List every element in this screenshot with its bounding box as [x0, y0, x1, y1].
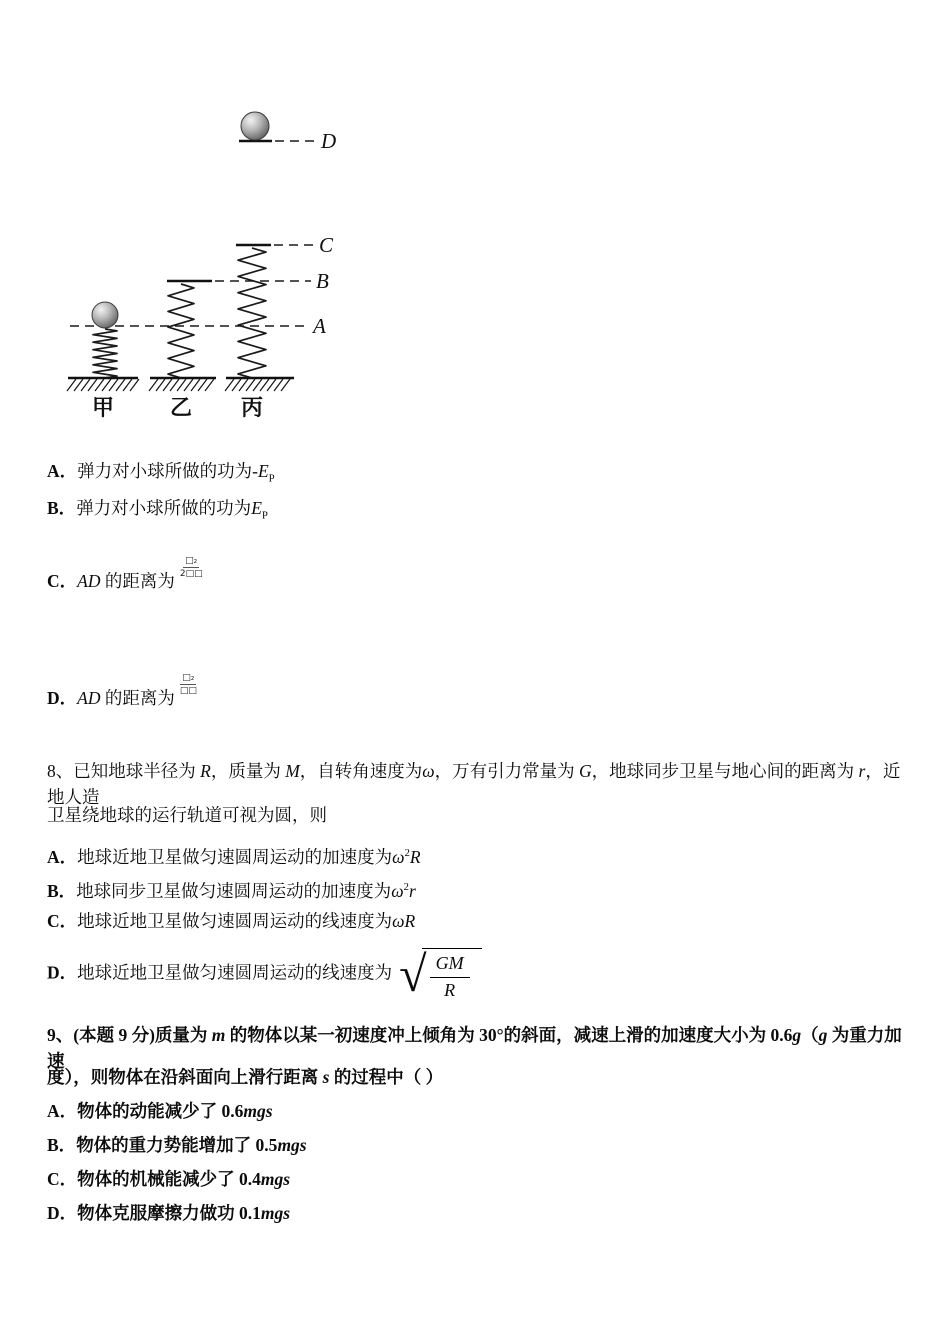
option-letter: A． — [47, 1101, 78, 1121]
option-text: 物体的动能减少了 0.6mgs — [77, 1101, 273, 1121]
q9-option-b — [47, 1132, 307, 1158]
q7-option-a — [47, 458, 275, 492]
label-B: B — [316, 269, 329, 293]
option-text: AD 的距离为 — [77, 571, 175, 591]
label-spring-yi: 乙 — [169, 395, 193, 420]
radical-sign: √ — [399, 946, 427, 1003]
ball-at-level-D-icon — [241, 112, 269, 140]
spring-yi — [168, 284, 194, 378]
q9-stem-line-2 — [47, 1064, 908, 1090]
option-letter: A． — [47, 846, 78, 867]
label-spring-bing: 丙 — [240, 395, 264, 420]
formula-denominator: □□ — [179, 686, 197, 697]
q7-option-d — [47, 673, 197, 721]
label-A: A — [313, 314, 326, 338]
label-spring-jia: 甲 — [91, 395, 115, 420]
option-text: AD 的距离为 — [77, 688, 175, 708]
option-letter: C． — [47, 1169, 78, 1189]
option-letter: C． — [47, 911, 78, 931]
q9-option-d — [47, 1200, 290, 1226]
formula-numerator: GM — [430, 953, 470, 978]
option-text: 地球近地卫星做匀速圆周运动的线速度为ωR — [77, 911, 416, 931]
formula-numerator: □₂ — [183, 556, 199, 568]
label-C: C — [319, 233, 334, 257]
q9-option-a — [47, 1098, 273, 1124]
ball-on-spring-jia-icon — [92, 302, 118, 328]
sqrt-formula — [399, 948, 481, 1001]
option-letter: D． — [47, 962, 78, 983]
label-D: D — [321, 129, 337, 153]
option-letter: B． — [47, 880, 77, 901]
q7-option-c — [47, 556, 203, 604]
radicand-fraction — [422, 948, 482, 1001]
q9-option-c — [47, 1166, 290, 1192]
option-letter: D． — [47, 688, 78, 708]
spring-bing — [238, 248, 266, 378]
broken-formula — [180, 673, 197, 697]
option-text: 弹力对小球所做的功为$E_P$ — [76, 498, 268, 522]
physics-spring-figure — [58, 96, 388, 431]
option-letter: B． — [47, 1135, 77, 1155]
option-text: 地球近地卫星做匀速圆周运动的加速度为$\omega^2R$ — [77, 846, 421, 867]
option-letter: B． — [47, 498, 77, 518]
option-text: 弹力对小球所做的功为$-E_P$ — [77, 461, 275, 485]
stem-text: 度），则物体在沿斜面向上滑行距离 s 的过程中（ ） — [47, 1067, 444, 1087]
option-letter: D． — [47, 1203, 78, 1223]
option-text: 物体克服摩擦力做功 0.1mgs — [77, 1203, 291, 1223]
stem-text: 卫星绕地球的运行轨道可视为圆，则 — [47, 805, 327, 825]
option-text: 物体的机械能减少了 0.4mgs — [77, 1169, 291, 1189]
q8-option-c — [47, 908, 415, 934]
q7-option-b — [47, 495, 268, 529]
option-letter: A． — [47, 461, 78, 481]
option-text: 物体的重力势能增加了 0.5mgs — [76, 1135, 307, 1155]
stem-text: 9、(本题 9 分)质量为 m 的物体以某一初速度冲上倾角为 30°的斜面，减速上滑的加速度大小为 0.6g（g 为重力加速 — [47, 1025, 902, 1071]
option-text: 地球同步卫星做匀速圆周运动的加速度为$\omega^2r$ — [76, 880, 416, 901]
option-letter: C． — [47, 571, 78, 591]
formula-denominator: 2□□ — [179, 569, 203, 580]
option-text: 地球近地卫星做匀速圆周运动的线速度为 — [77, 962, 393, 983]
broken-formula — [180, 556, 203, 580]
formula-numerator: □₂ — [180, 673, 196, 685]
spring-jia-compressed — [93, 329, 117, 378]
q8-option-a — [47, 840, 421, 870]
q8-option-d — [47, 948, 482, 1001]
q8-option-b — [47, 874, 416, 904]
formula-denominator: R — [444, 979, 456, 1000]
stem-text: 8、已知地球半径为 R，质量为 M，自转角速度为ω，万有引力常量为 G，地球同步卫星与地心间的距离为 r，近地人造 — [47, 761, 901, 807]
q8-stem-line-2 — [47, 802, 908, 828]
